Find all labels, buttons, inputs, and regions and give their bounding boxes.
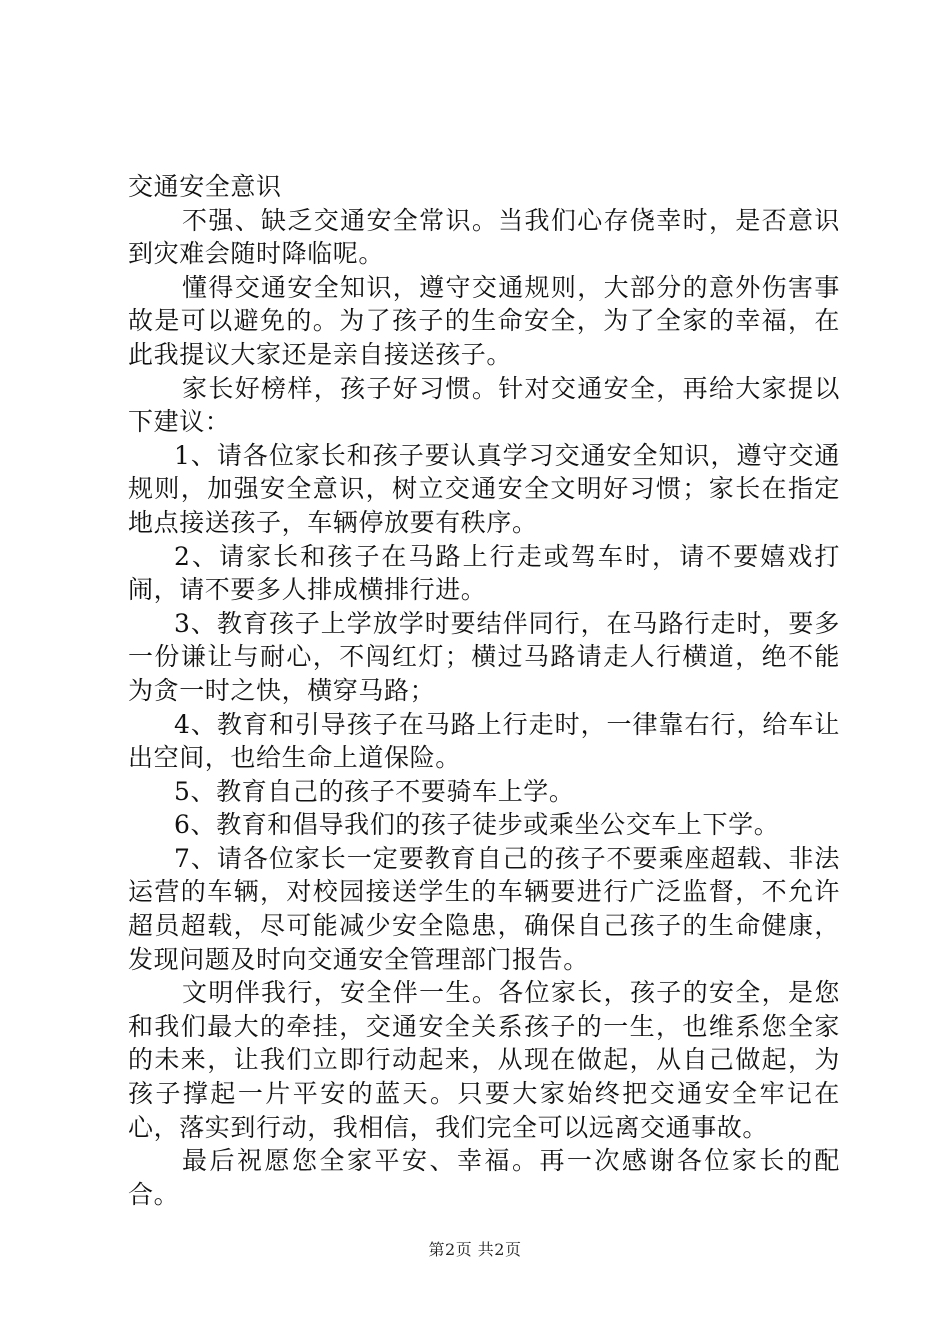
suggestion-item-4: 4、教育和引导孩子在马路上行走时，一律靠右行，给车让出空间，也给生命上道保险。	[128, 709, 840, 773]
closing-paragraph-2: 最后祝愿您全家平安、幸福。再一次感谢各位家长的配合。	[128, 1146, 840, 1209]
suggestion-item-2: 2、请家长和孩子在马路上行走或驾车时，请不要嬉戏打闹，请不要多人排成横排行进。	[128, 541, 840, 605]
suggestion-item-3: 3、教育孩子上学放学时要结伴同行，在马路行走时，要多一份谦让与耐心，不闯红灯；横过马路请走人行横道，绝不能为贪一时之快，横穿马路；	[128, 608, 840, 705]
intro-paragraph-2: 懂得交通安全知识，遵守交通规则，大部分的意外伤害事故是可以避免的。为了孩子的生命安全，为了全家的幸福，在此我提议大家还是亲自接送孩子。	[128, 272, 840, 369]
intro-paragraph-3: 家长好榜样，孩子好习惯。针对交通安全，再给大家提以下建议：	[128, 373, 840, 437]
suggestion-item-7: 7、请各位家长一定要教育自己的孩子不要乘座超载、非法运营的车辆，对校园接送学生的车辆要进行广泛监督，不允许超员超载，尽可能减少安全隐患，确保自己孩子的生命健康，发现问题及时向交通安全管理部门报告。	[128, 843, 840, 974]
page-number-footer: 第2页 共2页	[428, 1240, 522, 1259]
closing-paragraph-1: 文明伴我行，安全伴一生。各位家长，孩子的安全，是您和我们最大的牵挂，交通安全关系孩子的一生，也维系您全家的未来，让我们立即行动起来，从现在做起，从自己做起，为孩子撑起一片平安的蓝天。只要大家始终把交通安全牢记在心，落实到行动，我相信，我们完全可以远离交通事故。	[128, 978, 840, 1142]
suggestion-item-6: 6、教育和倡导我们的孩子徒步或乘坐公交车上下学。	[174, 810, 780, 840]
document-body	[128, 170, 840, 1211]
suggestion-item-1: 1、请各位家长和孩子要认真学习交通安全知识，遵守交通规则，加强安全意识，树立交通安全文明好习惯；家长在指定地点接送孩子，车辆停放要有秩序。	[128, 440, 840, 537]
intro-paragraph-1: 不强、缺乏交通安全常识。当我们心存侥幸时，是否意识到灾难会随时降临呢。	[128, 205, 840, 269]
document-heading-line: 交通安全意识	[128, 172, 282, 201]
suggestion-item-5: 5、教育自己的孩子不要骑车上学。	[174, 776, 575, 806]
